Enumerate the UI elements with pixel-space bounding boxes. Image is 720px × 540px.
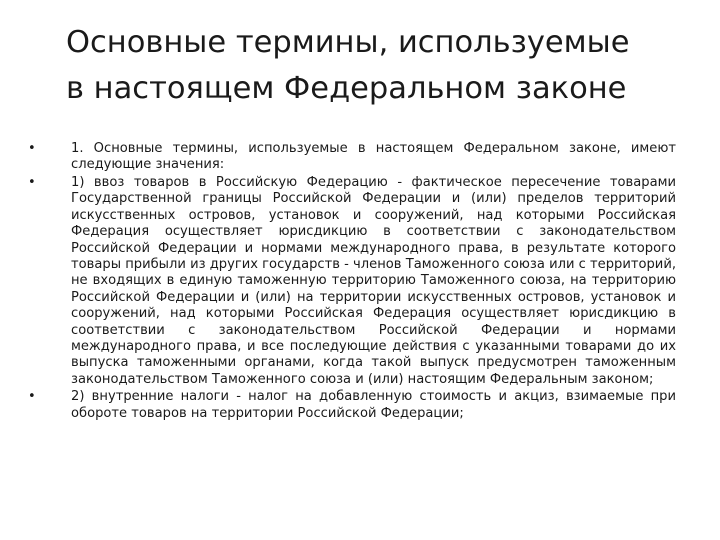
bullet-glyph: • xyxy=(28,389,36,405)
bullet-item-internal-taxes xyxy=(24,389,676,422)
bullet-item-definitions-intro xyxy=(24,141,676,174)
slide-title xyxy=(66,20,686,112)
bullet-item-import-of-goods xyxy=(24,175,676,388)
slide-title-line-2: в настоящем Федеральном законе xyxy=(66,71,627,106)
bullet-text: 2) внутренние налоги - налог на добавленную стоимость и акциз, взимаемые при обороте товаров на территории Российской Федерации; xyxy=(71,389,676,421)
slide-title-line-1: Основные термины, используемые xyxy=(66,25,630,60)
bullet-list xyxy=(24,141,676,423)
bullet-glyph: • xyxy=(28,175,36,190)
bullet-text: 1. Основные термины, используемые в настоящем Федеральном законе, имеют следующие значения: xyxy=(71,141,676,173)
bullet-text: 1) ввоз товаров в Российскую Федерацию - фактическое пересечение товарами Государственной границы Российской Федерации и (или) пределов территорий искусственных островов, установок и сооружений, над которыми Российская Федерация осуществляет юрисдикцию в соответствии с законодательством Российской Федерации и нормами международного права, в результате которого товары прибыли из других государств - членов Таможенного союза или с территорий, не входящих в единую таможенную территорию Таможенного союза, на территорию Российской Федерации и (или) на территории искусственных островов, установок и сооружений, над которыми Российская Федерация осуществляет юрисдикцию в соответствии с законодательством Российской Федерации и нормами международного права, и все последующие действия с указанными товарами до их выпуска таможенными органами, когда такой выпуск предусмотрен таможенным законодательством Таможенного союза и (или) настоящим Федеральным законом; xyxy=(71,175,676,387)
bullet-glyph: • xyxy=(28,141,36,156)
